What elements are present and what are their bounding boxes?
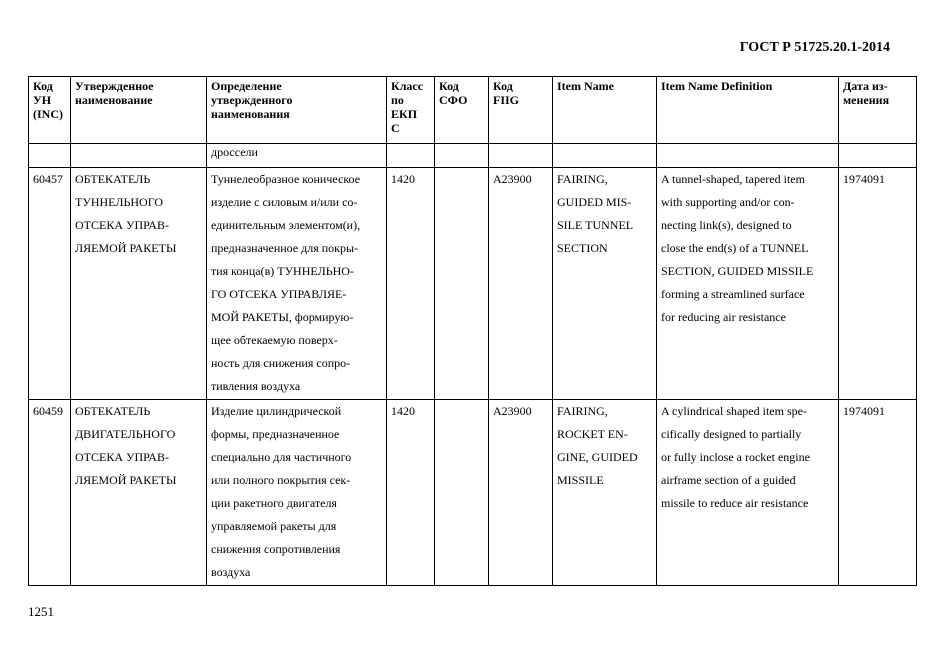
document-code: ГОСТ Р 51725.20.1-2014 xyxy=(739,40,890,55)
cell-class: 1420 xyxy=(387,168,435,400)
table-row xyxy=(29,400,917,586)
cell-definition: Изделие цилиндрической формы, предназначенное специально для частичного или полного покрытия сек- ции ракетного двигателя управляемой ракеты для снижения сопротивления воздуха xyxy=(207,400,387,586)
col-header-class: Класс по ЕКП С xyxy=(387,77,435,144)
cell-item-name: FAIRING, ROCKET EN- GINE, GUIDED MISSILE xyxy=(553,400,657,586)
col-header-fiig: Код FIIG xyxy=(489,77,553,144)
cell-inc: 60457 xyxy=(29,168,71,400)
cell-fiig: A23900 xyxy=(489,168,553,400)
col-header-date: Дата из- менения xyxy=(839,77,917,144)
cell-class: 1420 xyxy=(387,400,435,586)
cell-date: 1974091 xyxy=(839,168,917,400)
cell-item-definition: A cylindrical shaped item spe- cifically designed to partially or fully inclose a rocket engine airframe section of a guided missile to reduce air resistance xyxy=(657,400,839,586)
table-row xyxy=(29,168,917,400)
cell-definition: Туннелеобразное коническое изделие с силовым и/или со- единительным элементом(и), предназначенное для покры- тия конца(в) ТУННЕЛЬНО- ГО ОТСЕКА УПРАВЛЯЕ- МОЙ РАКЕТЫ, формирую- щее обтекаемую поверх- ность для снижения сопро- тивления воздуха xyxy=(207,168,387,400)
cell-sfo xyxy=(435,168,489,400)
col-header-approved-name: Утвержденное наименование xyxy=(71,77,207,144)
table-row-continuation xyxy=(29,144,917,168)
continuation-text: дроссели xyxy=(207,144,387,168)
page-number: 1251 xyxy=(28,604,54,619)
cell-sfo xyxy=(435,400,489,586)
col-header-inc: Код УН (INC) xyxy=(29,77,71,144)
cell-approved-name: ОБТЕКАТЕЛЬ ТУННЕЛЬНОГО ОТСЕКА УПРАВ- ЛЯЕМОЙ РАКЕТЫ xyxy=(71,168,207,400)
col-header-item-definition: Item Name Definition xyxy=(657,77,839,144)
nomenclature-table xyxy=(28,76,917,586)
cell-fiig: A23900 xyxy=(489,400,553,586)
cell-inc: 60459 xyxy=(29,400,71,586)
cell-item-name: FAIRING, GUIDED MIS- SILE TUNNEL SECTION xyxy=(553,168,657,400)
cell-approved-name: ОБТЕКАТЕЛЬ ДВИГАТЕЛЬНОГО ОТСЕКА УПРАВ- ЛЯЕМОЙ РАКЕТЫ xyxy=(71,400,207,586)
col-header-item-name: Item Name xyxy=(553,77,657,144)
cell-item-definition: A tunnel-shaped, tapered item with supporting and/or con- necting link(s), designed to close the end(s) of a TUNNEL SECTION, GUIDED MISSILE forming a streamlined surface for reducing air resistance xyxy=(657,168,839,400)
col-header-sfo: Код СФО xyxy=(435,77,489,144)
cell-date: 1974091 xyxy=(839,400,917,586)
col-header-definition: Определение утвержденного наименования xyxy=(207,77,387,144)
table-header-row xyxy=(29,77,917,144)
